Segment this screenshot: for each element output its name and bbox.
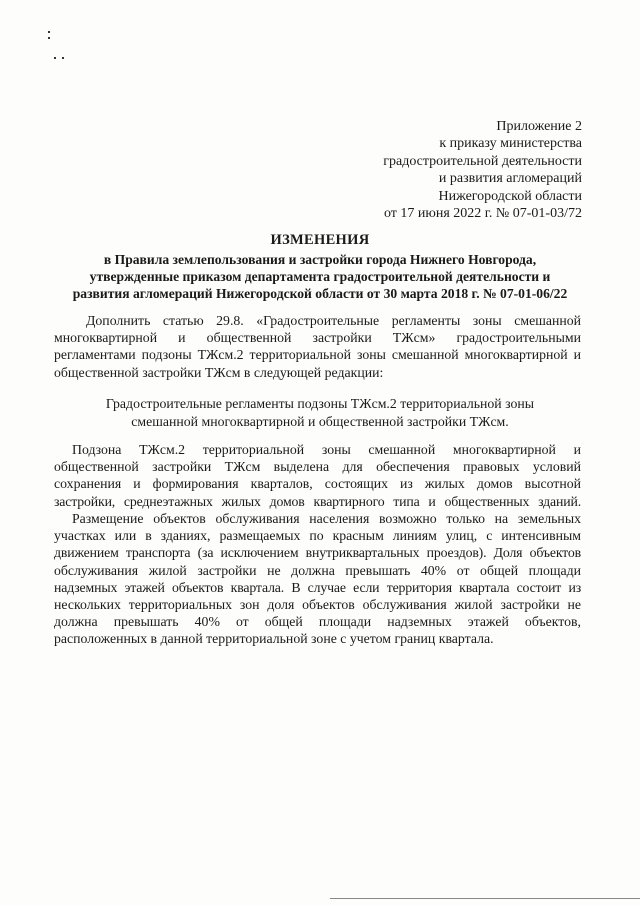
paragraph-line: общественной застройки ТЖсм выделена для обеспечения правовых условий <box>54 459 581 475</box>
paragraph-line: участках или в зданиях, размещаемых по красным линиям улиц, с интенсивным <box>54 528 581 544</box>
paragraph-line: расположенных в данной территориальной зоне с учетом границ квартала. <box>54 631 494 647</box>
subtitle-line: развития агломераций Нижегородской области от 30 марта 2018 г. № 07-01-06/22 <box>72 286 568 301</box>
section-heading-line: смешанной многоквартирной и общественной застройки ТЖсм. <box>131 413 509 429</box>
paragraph-line: Дополнить статью 29.8. «Градостроительные регламенты зоны смешанной <box>86 313 581 328</box>
scan-speck <box>48 31 50 33</box>
paragraph-line: обслуживания жилой застройки не должна превышать 40% от общей площади <box>54 562 581 578</box>
paragraph-line: общественной застройки ТЖсм в следующей редакции: <box>54 364 384 380</box>
section-heading <box>60 395 580 430</box>
paragraph-line: Размещение объектов обслуживания населения возможно только на земельных <box>72 511 581 526</box>
document-subtitle <box>50 251 590 302</box>
paragraph-line: должна превышать 40% от общей площади надземных этажей объектов, <box>54 614 581 630</box>
paragraph-line: нескольких территориальных зон доля объектов обслуживания жилой застройки не <box>54 597 581 613</box>
paragraph-line: застройки, среднеэтажных жилых домов квартирного типа и общественных зданий. <box>54 493 581 509</box>
paragraph-line: движением транспорта (за исключением внутриквартальных проездов). Доля объектов <box>54 545 581 561</box>
appendix-line: к приказу министерства <box>439 136 582 152</box>
scan-edge-line <box>330 898 640 899</box>
scan-speck <box>62 57 64 59</box>
paragraph-line: регламентами подзоны ТЖсм.2 территориальной зоны смешанной многоквартирной и <box>54 347 581 363</box>
scan-speck <box>48 37 50 39</box>
section-heading-line: Градостроительные регламенты подзоны ТЖсм.2 территориальной зоны <box>105 396 535 411</box>
paragraph-line: сохранения и формирования кварталов, состоящих из жилых домов высотной <box>54 476 581 492</box>
appendix-line: от 17 июня 2022 г. № 07-01-03/72 <box>383 206 582 222</box>
subtitle-line: в Правила землепользования и застройки города Нижнего Новгорода, <box>103 252 537 267</box>
scan-speck <box>54 57 56 59</box>
paragraph-line: Подзона ТЖсм.2 территориальной зоны смешанной многоквартирной и <box>72 442 581 457</box>
document-title: ИЗМЕНЕНИЯ <box>270 232 370 248</box>
appendix-line: Нижегородской области <box>438 188 582 204</box>
subtitle-line: утвержденные приказом департамента градостроительной деятельности и <box>89 269 551 284</box>
paragraph-line: надземных этажей объектов квартала. В случае если территория квартала состоит из <box>54 579 581 595</box>
appendix-block <box>322 118 582 222</box>
appendix-line: градостроительной деятельности <box>383 153 582 169</box>
appendix-line: Приложение 2 <box>496 119 582 134</box>
appendix-line: и развития агломераций <box>438 171 582 187</box>
body-paragraph-1 <box>54 441 581 510</box>
intro-paragraph <box>54 312 581 381</box>
paragraph-line: многоквартирной и общественной застройки ТЖсм» градостроительными <box>54 330 581 346</box>
body-paragraph-2 <box>54 510 581 648</box>
